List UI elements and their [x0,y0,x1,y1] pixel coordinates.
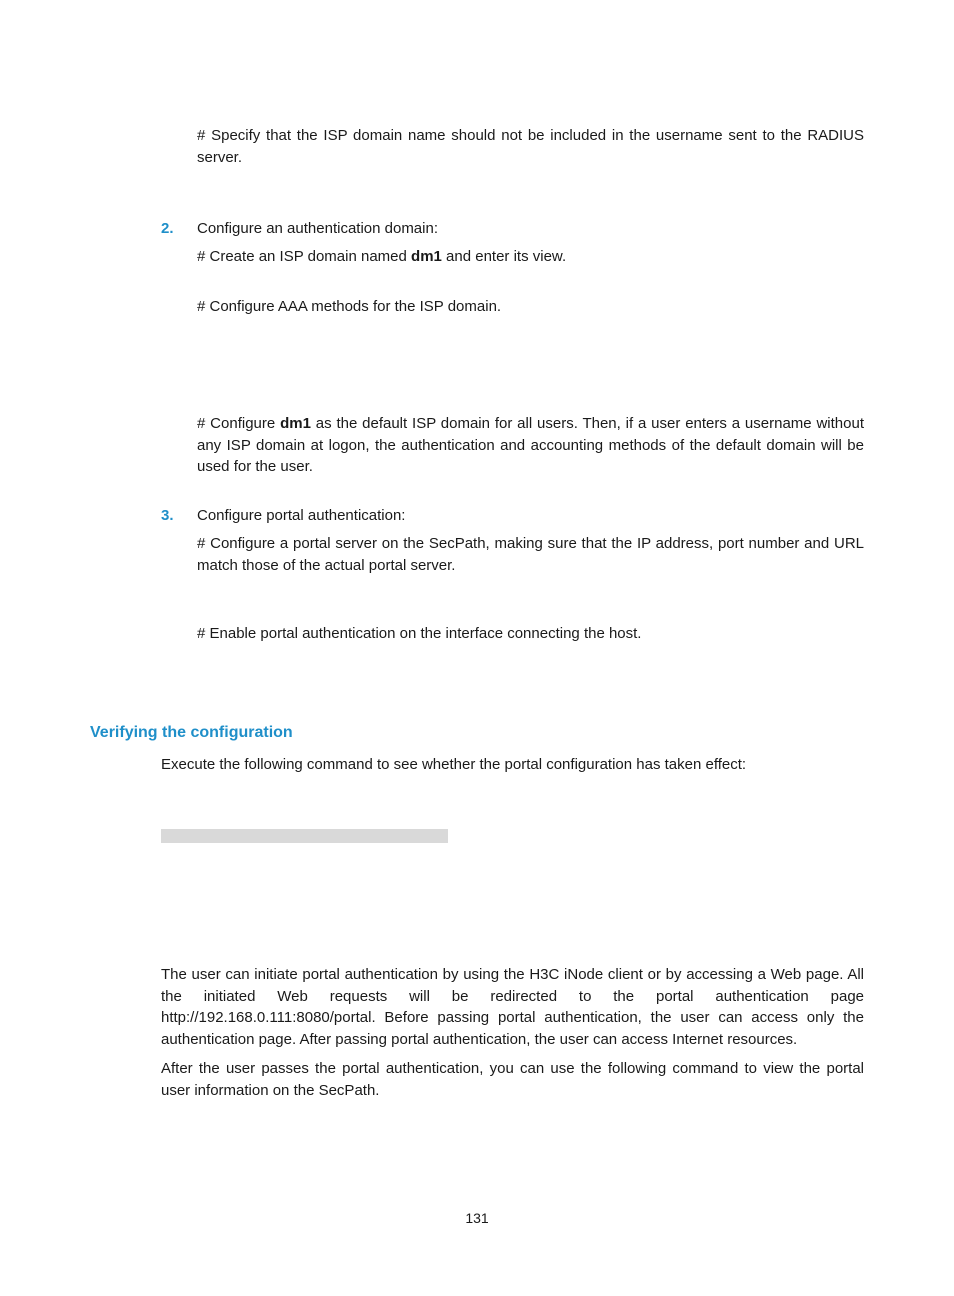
default-domain-note: # Configure dm1 as the default ISP domain for all users. Then, if a user enters a username without any ISP domain at logon, the authentication and accounting methods of the default domain will be used for the user. [197,415,864,475]
portal-server-note: # Configure a portal server on the SecPath, making sure that the IP address, port number and URL match those of the actual portal server. [197,535,864,574]
step-3-title: Configure portal authentication: [197,507,406,524]
domain-name-bold: dm1 [280,415,311,432]
domain-name-bold: dm1 [411,248,442,265]
portal-explanation: The user can initiate portal authentication by using the H3C iNode client or by accessing a Web page. All the initiated Web requests will be redirected to the portal authentication page http://192.168.0.111:8080/portal. Before passing portal authentication, the user can access only the authentication page. After passing portal authentication, the user can access Internet resources. [161,966,864,1048]
specify-isp-note: # Specify that the ISP domain name should not be included in the username sent to the RADIUS server. [197,127,864,166]
step-3-number: 3. [161,507,174,524]
enable-portal-note: # Enable portal authentication on the interface connecting the host. [197,625,642,642]
view-user-info-note: After the user passes the portal authentication, you can use the following command to view the portal user information on the SecPath. [161,1060,864,1099]
verify-intro: Execute the following command to see whether the portal configuration has taken effect: [161,756,747,773]
code-block-bar [161,829,448,843]
section-heading: Verifying the configuration [90,724,293,741]
aaa-methods-note: # Configure AAA methods for the ISP domain. [197,298,502,315]
step-2-title: Configure an authentication domain: [197,220,438,237]
step-2-number: 2. [161,220,174,237]
create-domain-note: # Create an ISP domain named dm1 and enter its view. [197,248,567,265]
page-number: 131 [465,1210,489,1226]
